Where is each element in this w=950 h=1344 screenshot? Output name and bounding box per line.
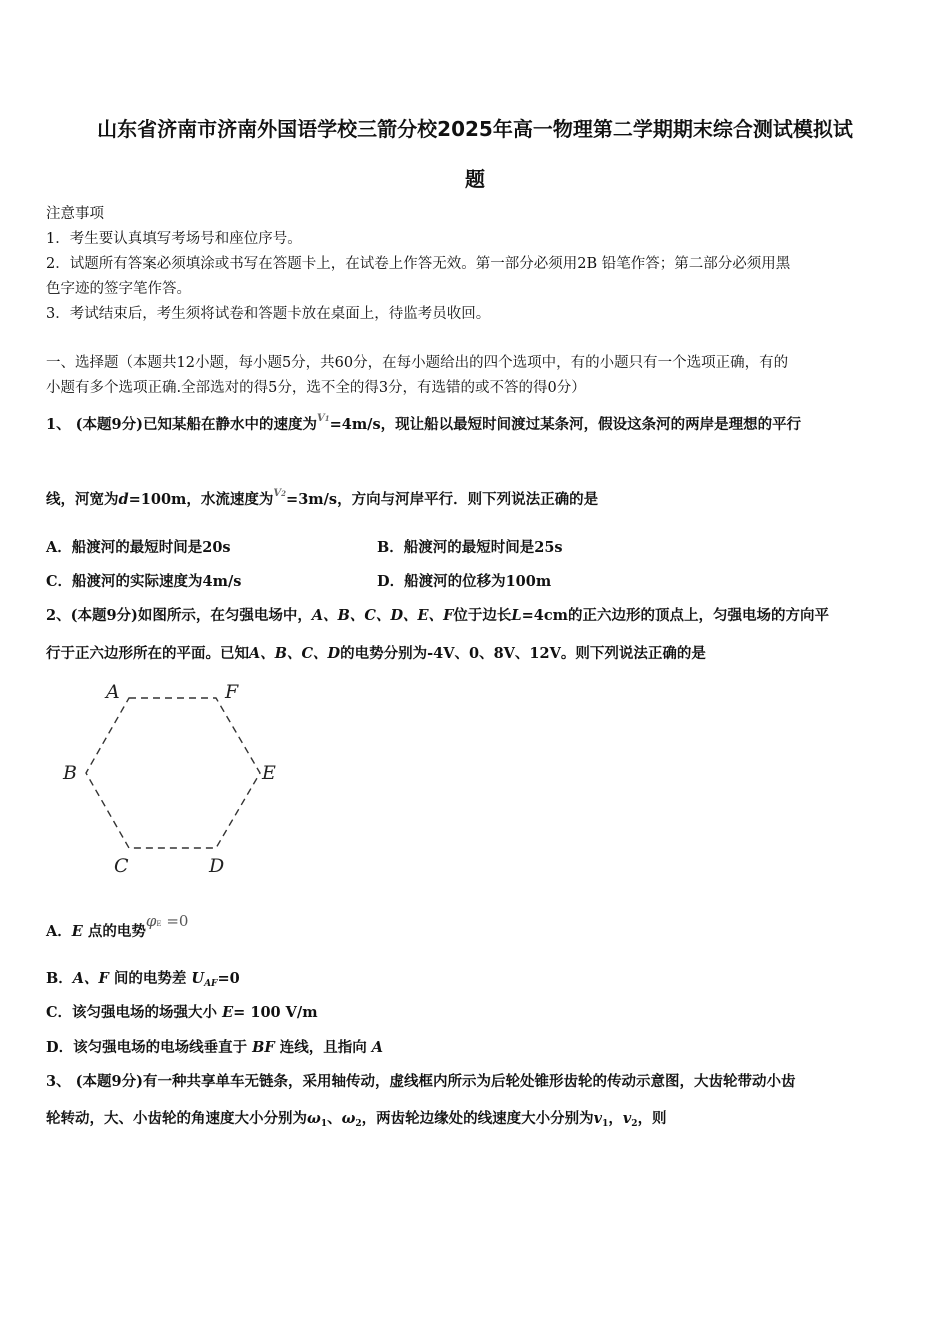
q2-stem-2a: 行于正六边形所在的平面。已知 [46,645,249,662]
q3-stem-line2 [46,1107,667,1129]
q2-option-c-e: E [222,1004,234,1021]
v1-sub: 1 [324,414,330,423]
notice-item-2a: 2．试题所有答案必须填涂或书写在答题卡上，在试卷上作答无效。第一部分必须用2B 铅笔作答；第二部分必须用黑 [46,256,791,272]
q2-stem-2b: 的电势分别为-4V、0、8V、12V。则下列说法正确的是 [340,645,706,662]
q2-option-d-a: A [371,1039,384,1056]
q2-stem-1c: =4cm的正六边形的顶点上，匀强电场的方向平 [521,607,829,624]
q1-option-c: C．船渡河的实际速度为4m/s [46,573,242,590]
q3-stem-2b: ，两齿轮边缘处的线速度大小分别为 [361,1110,594,1127]
q1-stem-2a: 线，河宽为 [46,491,119,508]
q1-stem-line2 [46,488,598,509]
v1-lower-sub: 1 [602,1119,609,1129]
vertex-label-b: B [63,762,77,784]
u-value: =0 [217,970,240,987]
q2-option-a-text: 点的电势 [82,923,146,940]
q2-stem-1a: 2、(本题9分)如图所示，在匀强电场中， [46,607,312,624]
q1-stem-1b: =4m/s，现让船以最短时间渡过某条河，假设这条河的两岸是理想的平行 [329,416,802,433]
vertex-label-f: F [225,681,239,703]
q3-stem-2a: 轮转动，大、小齿轮的角速度大小分别为 [46,1110,307,1127]
q2-option-c [46,1001,318,1022]
v2-lower-sub: 2 [631,1119,638,1129]
q2-option-b-prefix: B． [46,970,73,987]
u-sub: AF [204,979,218,989]
q2-option-d [46,1036,383,1057]
q3-sep2: ， [608,1110,623,1127]
v2-symbol [273,488,286,499]
v1-symbol [317,413,330,424]
q2-points-1: A、B、C、D、E、F [311,607,454,624]
vertex-label-e: E [262,762,276,784]
hexagon-outline [86,698,260,848]
l-symbol: L [511,607,522,624]
omega2-sub: 2 [355,1119,362,1129]
phi-sub: E [156,920,162,928]
v2-lower-symbol: v [622,1110,632,1127]
page-title-line1: 山东省济南市济南外国语学校三箭分校2025年高一物理第二学期期末综合测试模拟试 [97,117,853,141]
v2-sub: 2 [281,489,287,498]
q3-stem-2c: ，则 [637,1110,667,1127]
omega2-symbol: ω [341,1110,356,1127]
q1-option-b: B．船渡河的最短时间是25s [377,539,563,556]
q2-stem-1b: 位于边长 [453,607,512,624]
q2-stem-line1 [46,604,829,625]
page-title-line2: 题 [465,167,485,191]
u-symbol: U [191,970,205,987]
v2-letter: V [273,488,282,499]
notice-item-2b: 色字迹的签字笔作答。 [46,281,191,297]
v1-lower-symbol: v [593,1110,603,1127]
q1-option-d: D．船渡河的位移为100m [377,573,552,590]
section1-line2: 小题有多个选项正确.全部选对的得5分，选不全的得3分，有选错的或不答的得0分） [46,380,586,396]
q2-option-d-text: 连线，且指向 [274,1039,372,1056]
notice-item-1: 1．考生要认真填写考场号和座位序号。 [46,231,302,247]
q2-stem-line2 [46,642,706,663]
vertex-label-a: A [106,681,120,703]
phi-value: =0 [166,912,189,930]
notice-item-3: 3．考试结束后，考生须将试卷和答题卡放在桌面上，待监考员收回。 [46,306,491,322]
q2-points-2: A、B、C、D [249,645,341,662]
q1-stem-2c: =3m/s，方向与河岸平行．则下列说法正确的是 [286,491,599,508]
q3-stem-line1: 3、 (本题9分)有一种共享单车无链条，采用轴传动，虚线框内所示为后轮处锥形齿轮的传动示意图，大齿轮带动小齿 [46,1073,796,1090]
q2-option-a-e: E [71,923,83,940]
v1-letter: V [316,413,325,424]
q2-option-c-value: = 100 V/m [233,1004,318,1021]
q2-option-b [46,967,240,989]
q2-option-b-points: A、F [72,970,109,987]
q1-stem-line1 [46,413,801,434]
q2-option-d-bf: BF [252,1039,275,1056]
q1-option-a: A．船渡河的最短时间是20s [46,539,231,556]
vertex-label-c: C [114,855,129,877]
d-symbol: d [118,491,129,508]
q1-stem-1a: 1、 (本题9分)已知某船在静水中的速度为 [46,416,317,433]
q2-option-a-prefix: A． [46,923,72,940]
section1-line1: 一、选择题（本题共12小题，每小题5分，共60分，在每小题给出的四个选项中，有的小题只有一个选项正确，有的 [46,355,789,371]
vertex-label-d: D [209,855,225,877]
q2-option-c-prefix: C．该匀强电场的场强大小 [46,1004,223,1021]
phi-e-expression [146,912,189,930]
q2-option-b-text: 间的电势差 [108,970,192,987]
notice-heading: 注意事项 [46,206,104,222]
omega1-symbol: ω [307,1110,321,1127]
omega1-sub: 1 [320,1119,328,1129]
hexagon-figure [55,678,295,888]
q3-sep1: 、 [327,1110,342,1127]
q2-option-a [46,912,189,941]
q1-stem-2b: =100m，水流速度为 [128,491,274,508]
phi-symbol: φ [145,912,157,930]
q2-option-d-prefix: D．该匀强电场的电场线垂直于 [46,1039,253,1056]
